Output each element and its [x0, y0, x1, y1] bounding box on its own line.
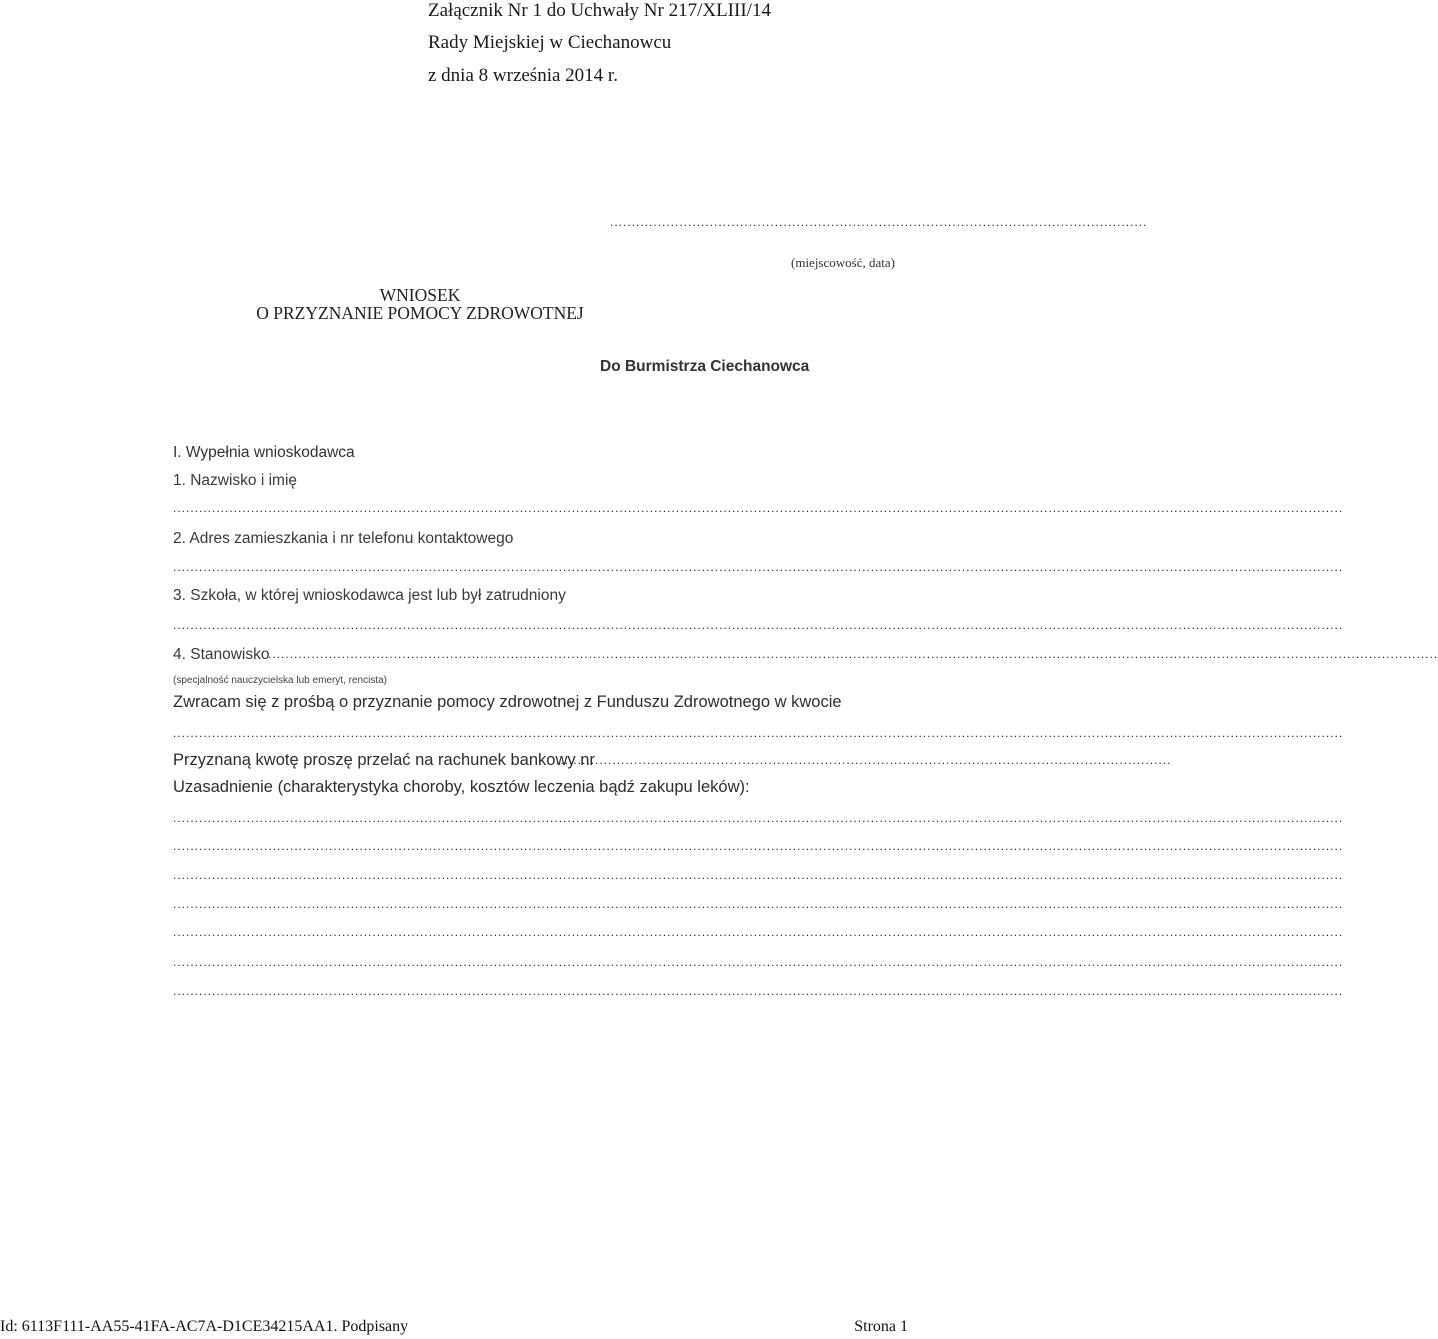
attachment-header-line-2: Rady Miejskiej w Ciechanowcu	[428, 32, 672, 53]
field-label-address: 2. Adres zamieszkania i nr telefonu kontaktowego	[173, 530, 514, 547]
justification-dotted-line-4[interactable]: ..............................................................................................................................................................................................................................................................................	[173, 897, 1344, 911]
section-heading: I. Wypełnia wnioskodawca	[173, 444, 355, 461]
justification-dotted-line-1[interactable]: ..............................................................................................................................................................................................................................................................................	[173, 811, 1344, 825]
justification-dotted-line-2[interactable]: ..............................................................................................................................................................................................................................................................................	[173, 839, 1344, 853]
field-label-name: 1. Nazwisko i imię	[173, 472, 298, 489]
address-dotted-line[interactable]: ..............................................................................................................................................................................................................................................................................	[173, 560, 1344, 574]
amount-dotted-line[interactable]: ..............................................................................................................................................................................................................................................................................	[173, 726, 1344, 740]
field-label-position: 4. Stanowisko	[173, 646, 270, 663]
justification-dotted-line-7[interactable]: ..............................................................................................................................................................................................................................................................................	[173, 984, 1344, 998]
position-hint: (specjalność nauczycielska lub emeryt, rencista)	[173, 675, 387, 686]
field-label-school: 3. Szkoła, w której wnioskodawca jest lub był zatrudniony	[173, 587, 566, 604]
attachment-header-line-1: Załącznik Nr 1 do Uchwały Nr 217/XLIII/14	[428, 0, 771, 21]
place-date-dotted-line[interactable]: ............................................................................................................................	[610, 215, 1148, 229]
place-date-label: (miejscowość, data)	[791, 255, 895, 270]
form-title-line-2: O PRZYZNANIE POMOCY ZDROWOTNEJ	[256, 303, 584, 323]
page-number: Strona 1	[854, 1318, 908, 1335]
school-dotted-line[interactable]: ..............................................................................................................................................................................................................................................................................	[173, 618, 1344, 632]
justification-text: Uzasadnienie (charakterystyka choroby, kosztów leczenia bądź zakupu leków):	[173, 778, 750, 796]
justification-dotted-line-5[interactable]: ..............................................................................................................................................................................................................................................................................	[173, 925, 1344, 939]
position-dotted-line[interactable]: ..............................................................................................................................................................................................................................................................................	[268, 647, 1438, 661]
justification-dotted-line-3[interactable]: ..............................................................................................................................................................................................................................................................................	[173, 868, 1344, 882]
addressee: Do Burmistrza Ciechanowca	[600, 358, 810, 375]
form-title-line-1: WNIOSEK	[379, 285, 461, 305]
bank-account-text: Przyznaną kwotę proszę przelać na rachunek bankowy nr	[173, 751, 595, 769]
bank-account-dotted-line[interactable]: ..............................................................................................................................................	[556, 753, 1172, 767]
justification-dotted-line-6[interactable]: ..............................................................................................................................................................................................................................................................................	[173, 955, 1344, 969]
attachment-header-line-3: z dnia 8 września 2014 r.	[428, 65, 618, 86]
request-text: Zwracam się z prośbą o przyznanie pomocy zdrowotnej z Funduszu Zdrowotnego w kwocie	[173, 693, 842, 711]
document-id-footer: Id: 6113F111-AA55-41FA-AC7A-D1CE34215AA1. Podpisany	[0, 1318, 409, 1335]
name-dotted-line[interactable]: ..............................................................................................................................................................................................................................................................................	[173, 501, 1344, 515]
